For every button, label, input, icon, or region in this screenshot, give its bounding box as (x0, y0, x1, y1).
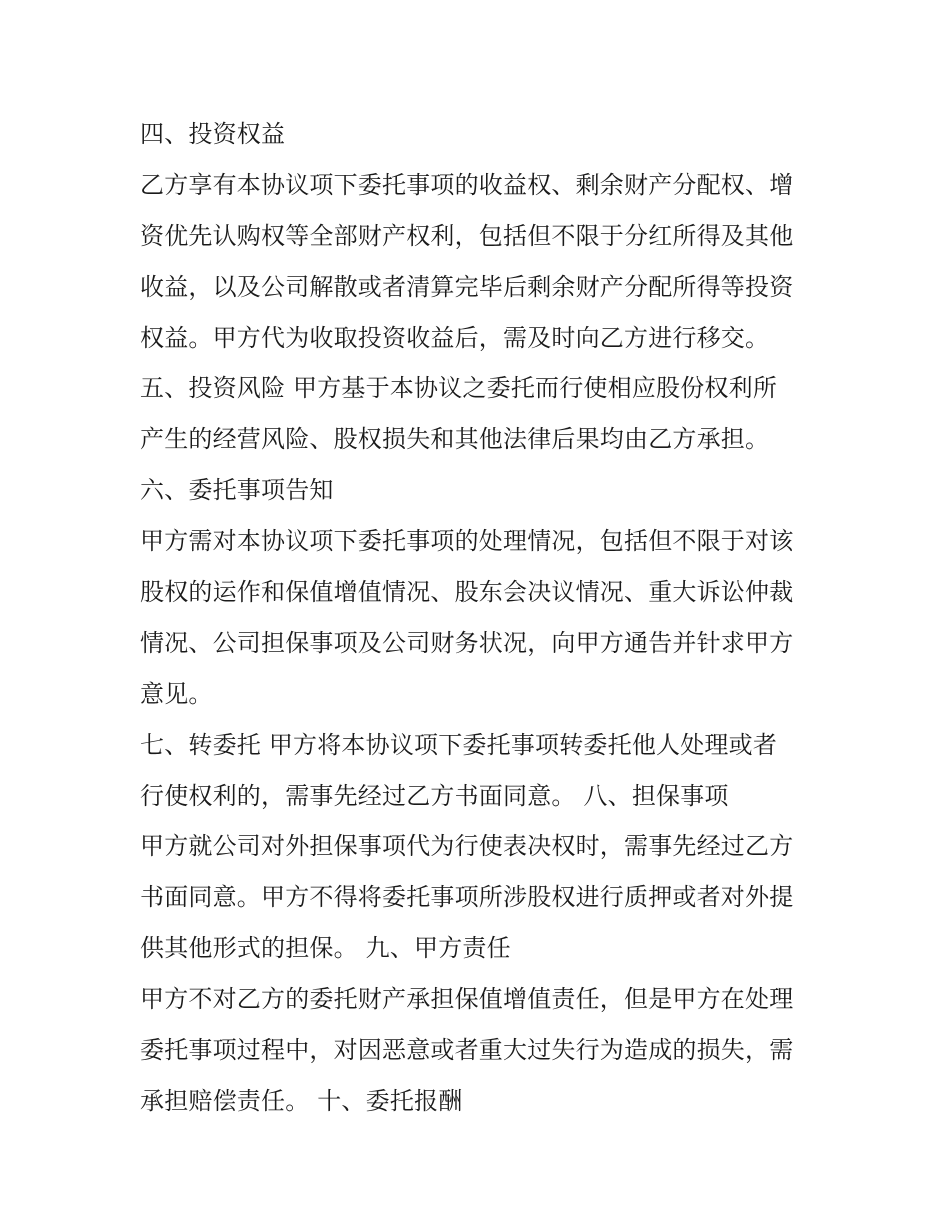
text-line: 产生的经营风险、股权损失和其他法律后果均由乙方承担。 (140, 425, 770, 454)
text-line: 书面同意。甲方不得将委托事项所涉股权进行质押或者对外提 (140, 883, 794, 912)
text-line: 行使权利的，需事先经过乙方书面同意。 八、担保事项 (140, 781, 729, 810)
heading-sub-delegation: 七、转委托 甲方将本协议项下委托事项转委托他人处理或者 (140, 730, 778, 759)
heading-investment-rights: 四、投资权益 (140, 120, 286, 148)
text-line: 委托事项过程中，对因恶意或者重大过失行为造成的损失，需 (140, 1036, 794, 1065)
text-line: 资优先认购权等全部财产权利，包括但不限于分红所得及其他 (140, 221, 794, 250)
heading-investment-risk: 五、投资风险 甲方基于本协议之委托而行使相应股份权利所 (140, 374, 778, 403)
document-body (140, 109, 830, 1127)
text-line: 甲方不对乙方的委托财产承担保值增值责任，但是甲方在处理 (140, 985, 794, 1014)
text-line: 意见。 (140, 679, 213, 708)
text-line: 承担赔偿责任。 十、委托报酬 (140, 1086, 463, 1115)
heading-notification: 六、委托事项告知 (140, 476, 334, 505)
text-line: 甲方就公司对外担保事项代为行使表决权时，需事先经过乙方 (140, 832, 794, 861)
text-line: 情况、公司担保事项及公司财务状况，向甲方通告并针求甲方 (140, 628, 794, 657)
text-line: 收益，以及公司解散或者清算完毕后剩余财产分配所得等投资 (140, 272, 794, 301)
text-line: 股权的运作和保值增值情况、股东会决议情况、重大诉讼仲裁 (140, 578, 794, 607)
text-line: 供其他形式的担保。 九、甲方责任 (140, 934, 511, 963)
text-line: 权益。甲方代为收取投资收益后，需及时向乙方进行移交。 (140, 323, 770, 352)
text-line: 乙方享有本协议项下委托事项的收益权、剩余财产分配权、增 (140, 170, 794, 199)
text-line: 甲方需对本协议项下委托事项的处理情况，包括但不限于对该 (140, 527, 794, 556)
